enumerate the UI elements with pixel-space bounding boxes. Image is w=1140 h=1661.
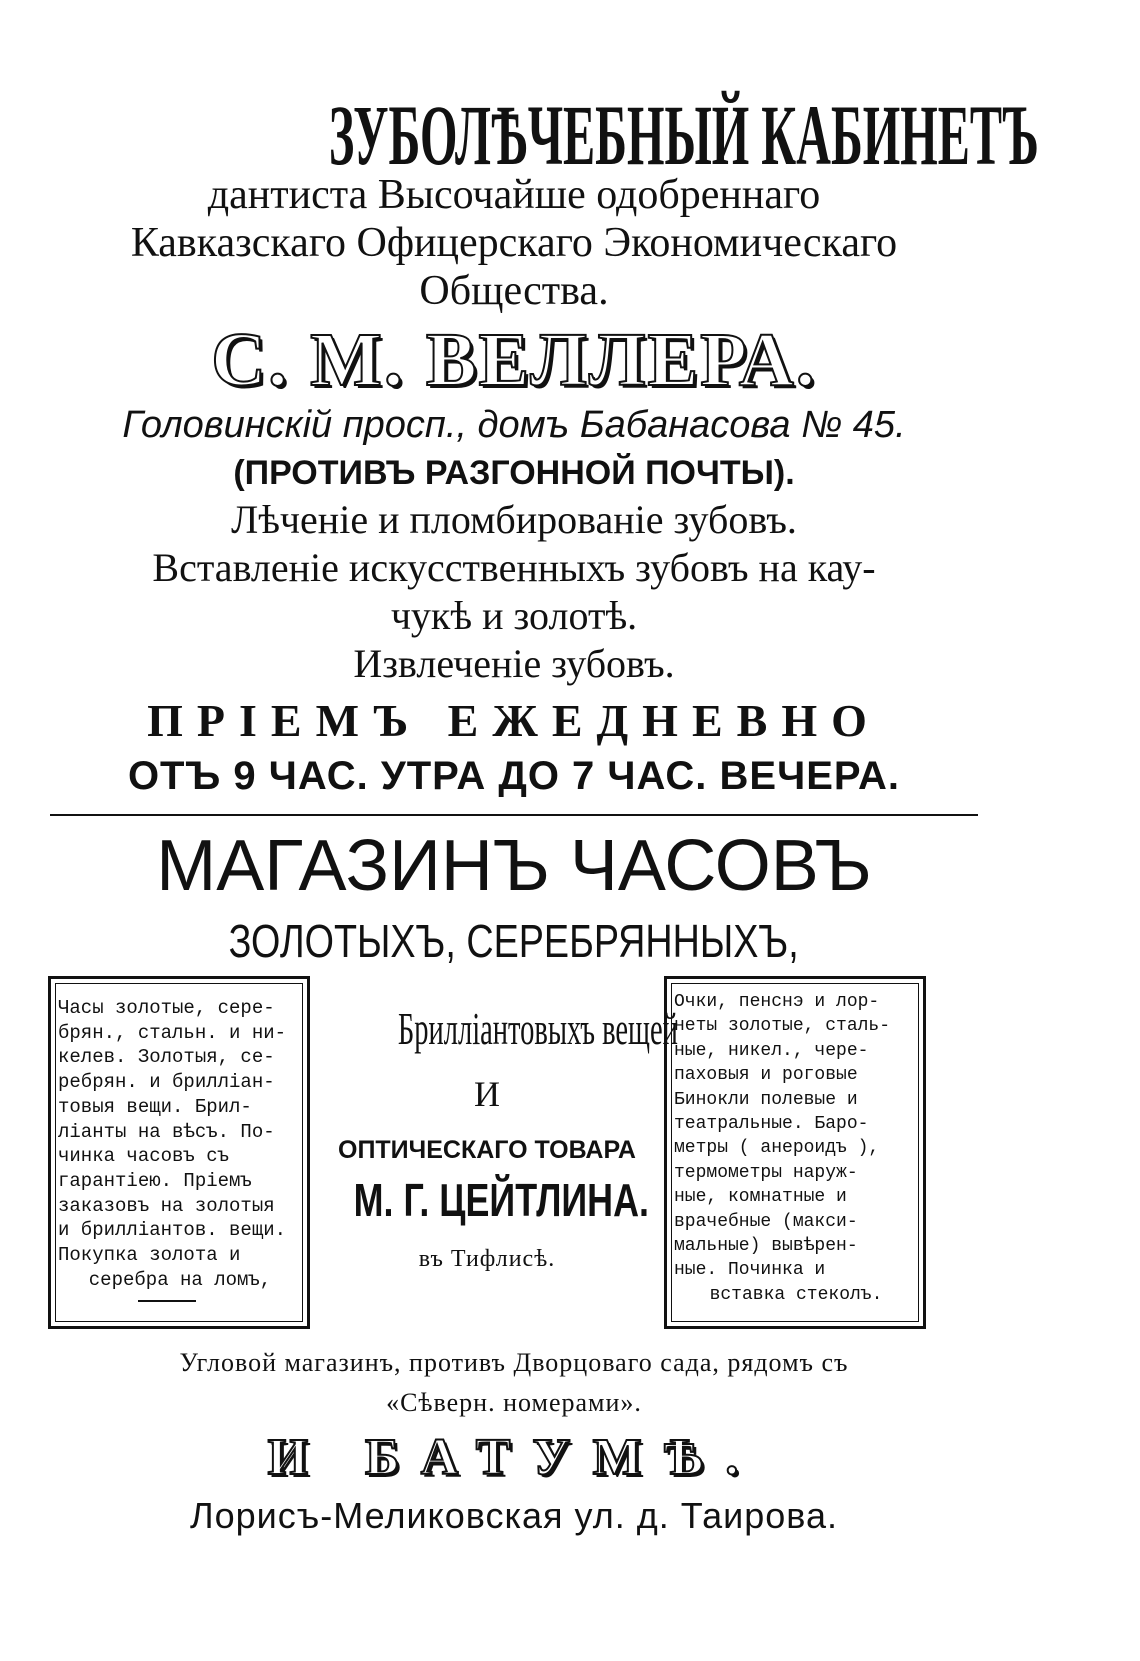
right-box-line: паховыя и роговые <box>674 1065 858 1086</box>
center-owner-text: М. Г. ЦЕЙТЛИНА. <box>353 1174 649 1226</box>
center-city: въ Тифлисѣ. <box>418 1246 556 1272</box>
right-box-line: Очки, пенснэ и лор- <box>674 992 880 1012</box>
right-box-line: ные, никел., чере- <box>674 1040 869 1061</box>
left-box-line: Часы золотые, сере- <box>58 997 275 1019</box>
left-box-line: гарантіею. Пріемъ <box>58 1169 252 1192</box>
right-box-line: термометры наруж- <box>674 1162 858 1183</box>
reception-hours: ОТЪ 9 ЧАС. УТРА ДО 7 ЧАС. ВЕЧЕРА. <box>127 754 901 798</box>
center-line-2: И <box>474 1074 500 1114</box>
batum-address: Лорисъ-Меликовская ул. д. Таирова. <box>189 1495 839 1536</box>
service-line-4: Извлеченіе зубовъ. <box>353 641 675 686</box>
right-box-line: ные, комнатные и <box>674 1187 847 1208</box>
left-box-text <box>58 996 302 1292</box>
left-box-dash <box>138 1300 196 1302</box>
center-line-3: ОПТИЧЕСКАГО ТОВАРА <box>338 1136 636 1164</box>
right-box-line: театральные. Баро- <box>674 1114 869 1135</box>
location-line-1: Угловой магазинъ, противъ Дворцоваго сада, рядомъ съ <box>179 1348 849 1377</box>
left-box-line: серебра на ломъ, <box>88 1268 272 1291</box>
batum-heading <box>50 1429 978 1486</box>
right-box-line: вставка стеколъ. <box>709 1284 883 1305</box>
right-box-line: метры ( анероидъ ), <box>674 1138 880 1159</box>
service-line-1: Лѣченіе и пломбированіе зубовъ. <box>231 497 797 542</box>
reception-heading <box>50 695 978 746</box>
watch-shop-subtitle <box>50 915 978 967</box>
center-column <box>312 1003 678 1272</box>
dentist-title <box>50 87 1039 183</box>
service-line-2: Вставленіе искусственныхъ зубовъ на кау- <box>152 545 876 590</box>
right-box-text <box>674 990 918 1307</box>
left-box-line: брян., стальн. и ни- <box>58 1021 287 1044</box>
dentist-line-2: Кавказскаго Офицерскаго Экономическаго <box>130 220 898 266</box>
dentist-line-3: Общества. <box>419 268 609 314</box>
dentist-line-1: дантиста Высочайше одобреннаго <box>207 172 821 218</box>
dentist-address: Головинскій просп., домъ Бабанасова № 45. <box>122 404 906 446</box>
dentist-name: С. М. ВЕЛЛЕРА. <box>211 318 817 402</box>
left-box-line: заказовъ на золотыя <box>58 1194 275 1217</box>
right-box-line: Бинокли полевые и <box>674 1089 858 1110</box>
watch-shop-title: МАГАЗИНЪ ЧАСОВЪ <box>156 826 872 906</box>
reception-text: ПРІЕМЪ ЕЖЕДНЕВНО <box>147 695 881 746</box>
center-line-1-text: Брилліантовыхъ вещей <box>397 1003 678 1054</box>
left-box-line: и брилліантов. вещи. <box>58 1219 287 1242</box>
left-box-line: товыя вещи. Брил- <box>58 1095 252 1118</box>
center-owner <box>312 1174 662 1226</box>
right-box-line: мальные) вывѣрен- <box>674 1236 858 1257</box>
center-line-1 <box>312 1003 678 1054</box>
batum-heading-text: И БАТУМѢ. <box>267 1429 761 1486</box>
dentist-title-text: ЗУБОЛѢЧЕБНЫЙ КАБИНЕТЪ <box>328 87 1039 183</box>
service-line-3: чукѣ и золотѣ. <box>390 593 638 638</box>
right-box-line: врачебные (макси- <box>674 1211 858 1232</box>
right-box-line: неты золотые, сталь- <box>674 1016 891 1037</box>
dentist-landmark: (ПРОТИВЪ РАЗГОННОЙ ПОЧТЫ). <box>233 454 795 492</box>
left-box-line: чинка часовъ съ <box>58 1145 230 1168</box>
left-box-line: ліанты на вѣсъ. По- <box>58 1120 275 1143</box>
right-box-line: ные. Починка и <box>674 1260 826 1281</box>
left-box-line: Покупка золота и <box>58 1244 241 1267</box>
left-box-line: ребрян. и брилліан- <box>58 1071 275 1094</box>
section-divider <box>50 814 978 816</box>
watch-shop-subtitle-text: ЗОЛОТЫХЪ, СЕРЕБРЯННЫХЪ, <box>228 915 800 967</box>
left-box-line: келев. Золотыя, се- <box>58 1046 275 1069</box>
location-line-2: «Сѣверн. номерами». <box>386 1388 642 1417</box>
